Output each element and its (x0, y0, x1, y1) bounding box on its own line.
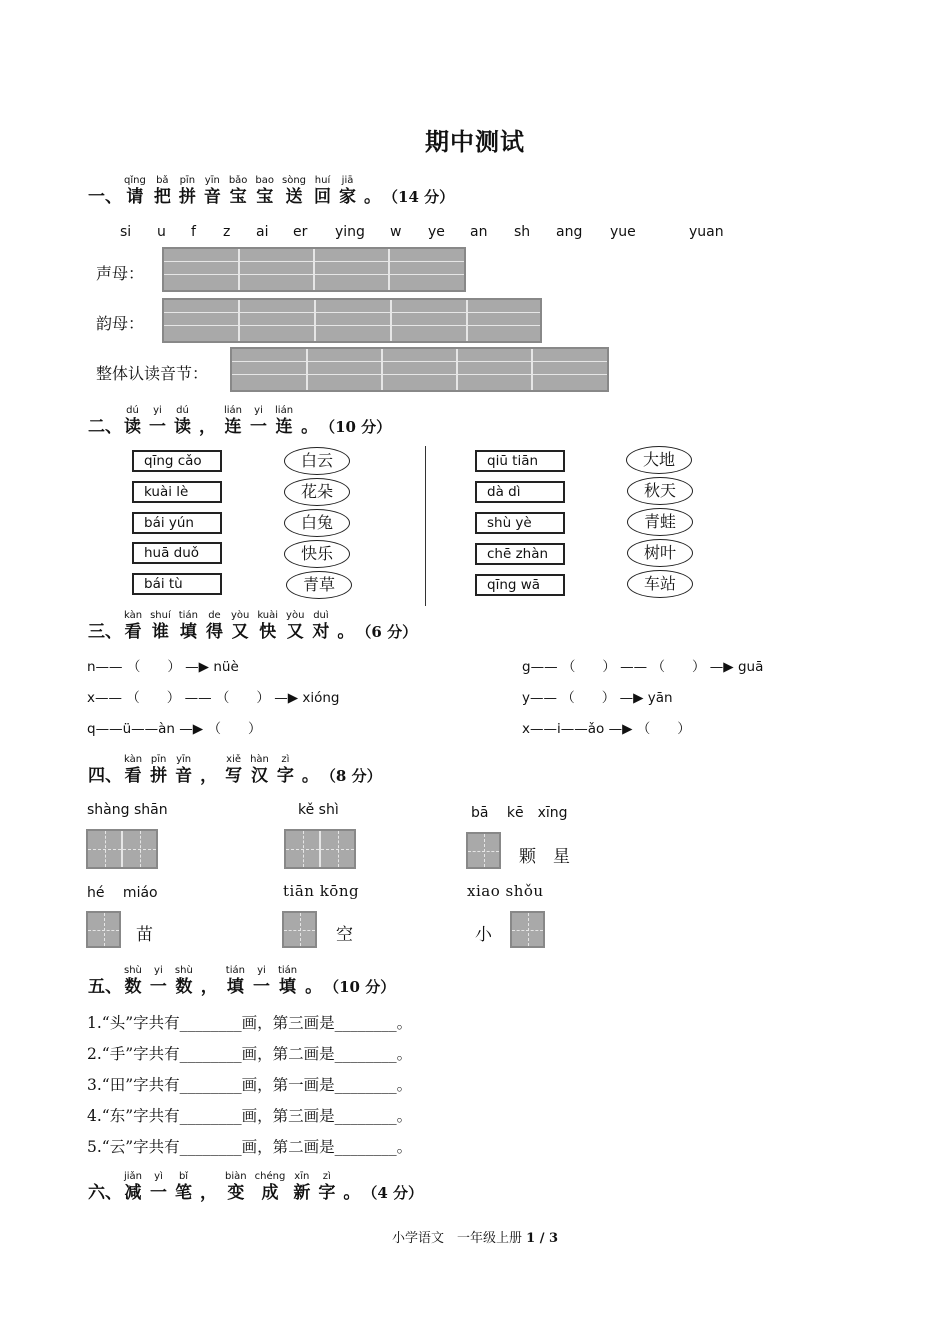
ruby-hanzi: 又 (231, 622, 249, 642)
ruby-hanzi: 对 (312, 622, 330, 642)
ruby-pinyin: kuài (257, 610, 279, 621)
stroke-question[interactable]: 4.“东”字共有________画，第三画是________。 (87, 1107, 413, 1125)
page-number: 1 / 3 (526, 1231, 559, 1246)
pinyin-item: an (470, 224, 488, 240)
ruby-pinyin: bǎo (228, 175, 248, 186)
arrow-icon: —▶ (608, 721, 633, 737)
heading-end-mark: 。 (305, 977, 323, 997)
yunmu-writing-grid[interactable] (162, 298, 542, 343)
ruby-pinyin: bǎ (156, 175, 169, 186)
answer-blank[interactable]: （ ） (561, 690, 616, 706)
match-word-oval[interactable]: 花朵 (284, 478, 350, 506)
ruby-char (124, 610, 142, 642)
ruby-char (278, 965, 297, 997)
zhengti-writing-grid[interactable] (230, 347, 609, 392)
spell-part: x——i——ǎo (522, 721, 605, 737)
ruby-pinyin: kàn (124, 754, 143, 765)
ruby-pinyin: huí (314, 175, 331, 186)
spell-result: xióng (302, 690, 340, 706)
spell-part: —— (620, 659, 648, 675)
ruby-char (275, 405, 293, 437)
section-number: 三、 (88, 622, 122, 642)
ruby-pinyin: shù (174, 965, 193, 976)
ruby-char (206, 610, 223, 642)
ruby-char (175, 1171, 192, 1203)
ruby-char (225, 754, 242, 786)
ruby-hanzi: ， (200, 977, 218, 997)
ruby-pinyin: qǐng (124, 175, 146, 186)
ruby-char (224, 405, 242, 437)
ruby-pinyin: yì (154, 1171, 163, 1182)
section-4-heading (88, 754, 382, 786)
divider-line (425, 446, 426, 606)
tianzige-double[interactable] (86, 829, 158, 869)
section-score: （10 分） (320, 418, 392, 436)
match-pinyin-box[interactable]: bái yún (132, 512, 222, 534)
spell-row-3 (87, 720, 261, 738)
pinyin-item: yue (610, 224, 636, 240)
write-pinyin: xiao shǒu (467, 882, 544, 900)
ruby-pinyin: zì (322, 1171, 331, 1182)
ruby-char (286, 610, 304, 642)
spell-result: guā (737, 659, 764, 675)
ruby-hanzi: 数 (124, 977, 142, 997)
section-1-heading (88, 175, 454, 207)
ruby-pinyin: lián (224, 405, 243, 416)
ruby-hanzi: 又 (286, 622, 304, 642)
ruby-hanzi: 汉 (251, 766, 268, 786)
ruby-hanzi: 一 (149, 977, 167, 997)
pinyin-item: er (293, 224, 308, 240)
spell-row-5 (522, 689, 673, 707)
arrow-icon: —▶ (179, 721, 204, 737)
heading-end-mark: 。 (364, 187, 382, 207)
ruby-hanzi: 减 (124, 1183, 142, 1203)
ruby-pinyin: tián (178, 610, 198, 621)
match-word-oval[interactable]: 青蛙 (627, 508, 693, 536)
answer-blank[interactable]: （ ） (207, 721, 262, 737)
spell-row-6 (522, 720, 691, 738)
ruby-char (255, 175, 274, 207)
ruby-pinyin: yi (254, 405, 263, 416)
stroke-question[interactable]: 3.“田”字共有________画，第一画是________。 (87, 1076, 413, 1094)
ruby-pinyin: xīn (294, 1171, 310, 1182)
ruby-char (255, 1171, 286, 1203)
answer-blank[interactable]: （ ） (126, 690, 181, 706)
spell-result: yān (647, 690, 673, 706)
spell-row-1 (87, 658, 239, 676)
pinyin-item: f (191, 224, 196, 240)
ruby-char (201, 965, 218, 997)
match-word-oval[interactable]: 白云 (284, 447, 350, 475)
ruby-pinyin: bao (255, 175, 274, 186)
section-score: （4 分） (362, 1184, 423, 1202)
ruby-char (204, 175, 221, 207)
match-pinyin-box[interactable]: huā duǒ (132, 542, 222, 564)
ruby-pinyin: jiǎn (124, 1171, 143, 1182)
ruby-pinyin: yi (153, 405, 162, 416)
ruby-pinyin: hàn (250, 754, 269, 765)
match-pinyin-box[interactable]: bái tù (132, 573, 222, 595)
match-pinyin-box[interactable]: kuài lè (132, 481, 222, 503)
answer-blank[interactable]: （ ） (561, 659, 616, 675)
stroke-question[interactable]: 2.“手”字共有________画，第二画是________。 (87, 1045, 413, 1063)
section-number: 五、 (88, 977, 122, 997)
tianzige[interactable] (86, 911, 121, 948)
ruby-char (200, 754, 217, 786)
pinyin-item: z (223, 224, 231, 240)
spell-part: x—— (87, 690, 122, 706)
spell-part: n—— (87, 659, 123, 675)
ruby-hanzi: ， (199, 417, 216, 437)
ruby-hanzi: 数 (175, 977, 193, 997)
match-word-oval[interactable]: 青草 (286, 571, 352, 599)
ruby-pinyin: tián (277, 965, 298, 976)
answer-blank[interactable]: （ ） (636, 721, 691, 737)
match-word-oval[interactable]: 白兔 (284, 509, 350, 537)
ruby-char (199, 405, 216, 437)
given-chars: 小 (475, 925, 492, 945)
ruby-pinyin: duì (313, 610, 329, 621)
match-word-oval[interactable]: 大地 (626, 446, 692, 474)
section-5-heading (88, 965, 395, 997)
write-pinyin: hé miáo (87, 885, 158, 901)
section-score: （8 分） (320, 767, 382, 785)
ruby-pinyin: yi (154, 965, 163, 976)
ruby-hanzi: 填 (226, 977, 244, 997)
given-chars: 颗 星 (519, 847, 570, 867)
shengmu-writing-grid[interactable] (162, 247, 466, 292)
ruby-char (150, 1171, 167, 1203)
shengmu-label: 声母： (96, 264, 145, 283)
section-number: 六、 (88, 1183, 122, 1203)
match-word-oval[interactable]: 树叶 (627, 539, 693, 567)
ruby-hanzi: 读 (124, 417, 141, 437)
yunmu-label: 韵母： (96, 314, 145, 333)
ruby-pinyin: yi (257, 965, 266, 976)
ruby-hanzi: 连 (275, 417, 293, 437)
tianzige[interactable] (282, 911, 317, 948)
given-chars: 苗 (136, 925, 153, 945)
heading-end-mark: 。 (301, 766, 319, 786)
match-pinyin-box[interactable]: dà dì (475, 481, 565, 503)
ruby-pinyin: zì (281, 754, 290, 765)
ruby-char (282, 175, 306, 207)
match-pinyin-box[interactable]: qīng cǎo (132, 450, 222, 472)
match-word-oval[interactable]: 秋天 (627, 477, 693, 505)
ruby-pinyin: shù (124, 965, 142, 976)
ruby-char (312, 610, 329, 642)
ruby-hanzi: 填 (279, 977, 297, 997)
pinyin-item: ai (256, 224, 269, 240)
section-score: （6 分） (356, 623, 418, 641)
ruby-char (293, 1171, 310, 1203)
match-pinyin-box[interactable]: qiū tiān (475, 450, 565, 472)
match-pinyin-box[interactable]: shù yè (475, 512, 565, 534)
ruby-hanzi: 拼 (150, 766, 168, 786)
ruby-char (179, 175, 196, 207)
ruby-hanzi: ， (200, 1183, 218, 1203)
ruby-hanzi: 字 (318, 1183, 336, 1203)
spell-part: y—— (522, 690, 557, 706)
ruby-char (179, 610, 198, 642)
ruby-pinyin: tián (225, 965, 245, 976)
ruby-char (124, 405, 141, 437)
answer-blank[interactable]: （ ） (126, 659, 181, 675)
arrow-icon: —▶ (274, 690, 299, 706)
section-number: 二、 (88, 417, 122, 437)
ruby-hanzi: ， (200, 766, 218, 786)
ruby-pinyin: shuí (150, 610, 171, 621)
pinyin-item: ying (335, 224, 365, 240)
ruby-char (150, 965, 167, 997)
ruby-hanzi: 宝 (256, 187, 274, 207)
ruby-hanzi: 新 (293, 1183, 311, 1203)
ruby-char (250, 754, 269, 786)
pinyin-item: ye (428, 224, 445, 240)
ruby-hanzi: 谁 (151, 622, 169, 642)
section-3-heading (88, 610, 417, 642)
ruby-hanzi: 一 (252, 977, 270, 997)
ruby-pinyin: xiě (226, 754, 242, 765)
tianzige-double[interactable] (284, 829, 356, 869)
ruby-hanzi: 写 (225, 766, 243, 786)
ruby-char (339, 175, 356, 207)
ruby-pinyin: dú (176, 405, 189, 416)
ruby-hanzi: 读 (174, 417, 191, 437)
ruby-char (314, 175, 331, 207)
write-pinyin: shàng shān (87, 802, 168, 818)
spell-part: —— (184, 690, 212, 706)
arrow-icon: —▶ (185, 659, 210, 675)
ruby-hanzi: 家 (339, 187, 357, 207)
pinyin-item: si (120, 224, 132, 240)
ruby-char (174, 405, 191, 437)
ruby-pinyin: biàn (225, 1171, 247, 1182)
ruby-pinyin: yīn (204, 175, 220, 186)
ruby-hanzi: 一 (250, 417, 268, 437)
spell-part: g—— (522, 659, 558, 675)
section-score: （10 分） (324, 978, 396, 996)
section-2-heading (88, 405, 391, 437)
pinyin-item: ang (556, 224, 583, 240)
ruby-hanzi: 回 (314, 187, 332, 207)
ruby-hanzi: 一 (149, 417, 166, 437)
ruby-char (253, 965, 270, 997)
heading-end-mark: 。 (301, 417, 319, 437)
pinyin-item: yuan (689, 224, 724, 240)
zhengti-label: 整体认读音节： (96, 364, 209, 383)
ruby-hanzi: 宝 (229, 187, 247, 207)
arrow-icon: —▶ (619, 690, 644, 706)
tianzige[interactable] (510, 911, 545, 948)
footer-text: 小学语文 一年级上册 (391, 1231, 522, 1246)
ruby-pinyin: yīn (176, 754, 192, 765)
write-pinyin: kě shì (298, 802, 339, 818)
answer-blank[interactable]: （ ） (215, 690, 270, 706)
ruby-pinyin: jiā (341, 175, 354, 186)
ruby-hanzi: 变 (227, 1183, 245, 1203)
ruby-hanzi: 音 (203, 187, 221, 207)
page-footer (0, 1227, 950, 1246)
ruby-pinyin: bǐ (178, 1171, 189, 1182)
ruby-pinyin: dú (126, 405, 139, 416)
ruby-hanzi: 得 (205, 622, 223, 642)
ruby-hanzi: 字 (276, 766, 294, 786)
page-title: 期中测试 (425, 128, 525, 156)
ruby-pinyin: sòng (282, 175, 307, 186)
pinyin-item: sh (514, 224, 531, 240)
match-word-oval[interactable]: 车站 (627, 570, 693, 598)
ruby-char (231, 610, 249, 642)
ruby-hanzi: 音 (175, 766, 193, 786)
ruby-char (175, 754, 192, 786)
ruby-char (229, 175, 248, 207)
spell-part: q——ü——àn (87, 721, 175, 737)
ruby-pinyin: yòu (286, 610, 305, 621)
section-6-heading (88, 1171, 423, 1203)
write-pinyin: tiān kōng (283, 882, 360, 900)
spell-row-2 (87, 689, 340, 707)
answer-blank[interactable]: （ ） (651, 659, 706, 675)
ruby-hanzi: 拼 (178, 187, 196, 207)
ruby-pinyin: lián (275, 405, 294, 416)
ruby-hanzi: 成 (261, 1183, 279, 1203)
ruby-pinyin: de (208, 610, 221, 621)
ruby-char (149, 405, 166, 437)
ruby-hanzi: 看 (124, 622, 142, 642)
ruby-char (318, 1171, 335, 1203)
pinyin-item: w (390, 224, 402, 240)
heading-end-mark: 。 (337, 622, 355, 642)
ruby-char (175, 965, 193, 997)
ruby-char (154, 175, 171, 207)
ruby-char (124, 754, 142, 786)
ruby-hanzi: 送 (285, 187, 303, 207)
ruby-hanzi: 快 (259, 622, 277, 642)
section-number: 四、 (88, 766, 122, 786)
stroke-question[interactable]: 1.“头”字共有________画，第三画是________。 (87, 1014, 413, 1032)
write-pinyin: bā kē xīng (471, 805, 568, 821)
match-pinyin-box[interactable]: chē zhàn (475, 543, 565, 565)
ruby-hanzi: 笔 (175, 1183, 193, 1203)
ruby-pinyin: kàn (124, 610, 143, 621)
match-pinyin-box[interactable]: qīng wā (475, 574, 565, 596)
ruby-char (124, 175, 146, 207)
arrow-icon: —▶ (709, 659, 734, 675)
section-number: 一、 (88, 187, 122, 207)
ruby-hanzi: 一 (150, 1183, 168, 1203)
given-chars: 空 (336, 925, 353, 945)
match-word-oval[interactable]: 快乐 (284, 540, 350, 568)
ruby-char (200, 1171, 217, 1203)
spell-row-4 (522, 658, 763, 676)
ruby-char (225, 1171, 247, 1203)
ruby-hanzi: 连 (224, 417, 242, 437)
ruby-hanzi: 填 (179, 622, 197, 642)
ruby-pinyin: yòu (230, 610, 250, 621)
ruby-hanzi: 把 (153, 187, 171, 207)
ruby-char (226, 965, 245, 997)
ruby-char (150, 610, 171, 642)
ruby-char (257, 610, 278, 642)
section-score: （14 分） (383, 188, 455, 206)
ruby-pinyin: pīn (150, 754, 167, 765)
stroke-question[interactable]: 5.“云”字共有________画，第二画是________。 (87, 1138, 413, 1156)
ruby-pinyin: pīn (179, 175, 196, 186)
ruby-hanzi: 看 (124, 766, 142, 786)
ruby-hanzi: 请 (126, 187, 144, 207)
ruby-pinyin: chéng (254, 1171, 286, 1182)
ruby-char (277, 754, 294, 786)
ruby-char (150, 754, 167, 786)
ruby-char (250, 405, 267, 437)
spell-result: nüè (213, 659, 239, 675)
heading-end-mark: 。 (343, 1183, 361, 1203)
pinyin-item: u (157, 224, 166, 240)
tianzige[interactable] (466, 832, 501, 869)
ruby-char (124, 1171, 142, 1203)
ruby-char (124, 965, 142, 997)
